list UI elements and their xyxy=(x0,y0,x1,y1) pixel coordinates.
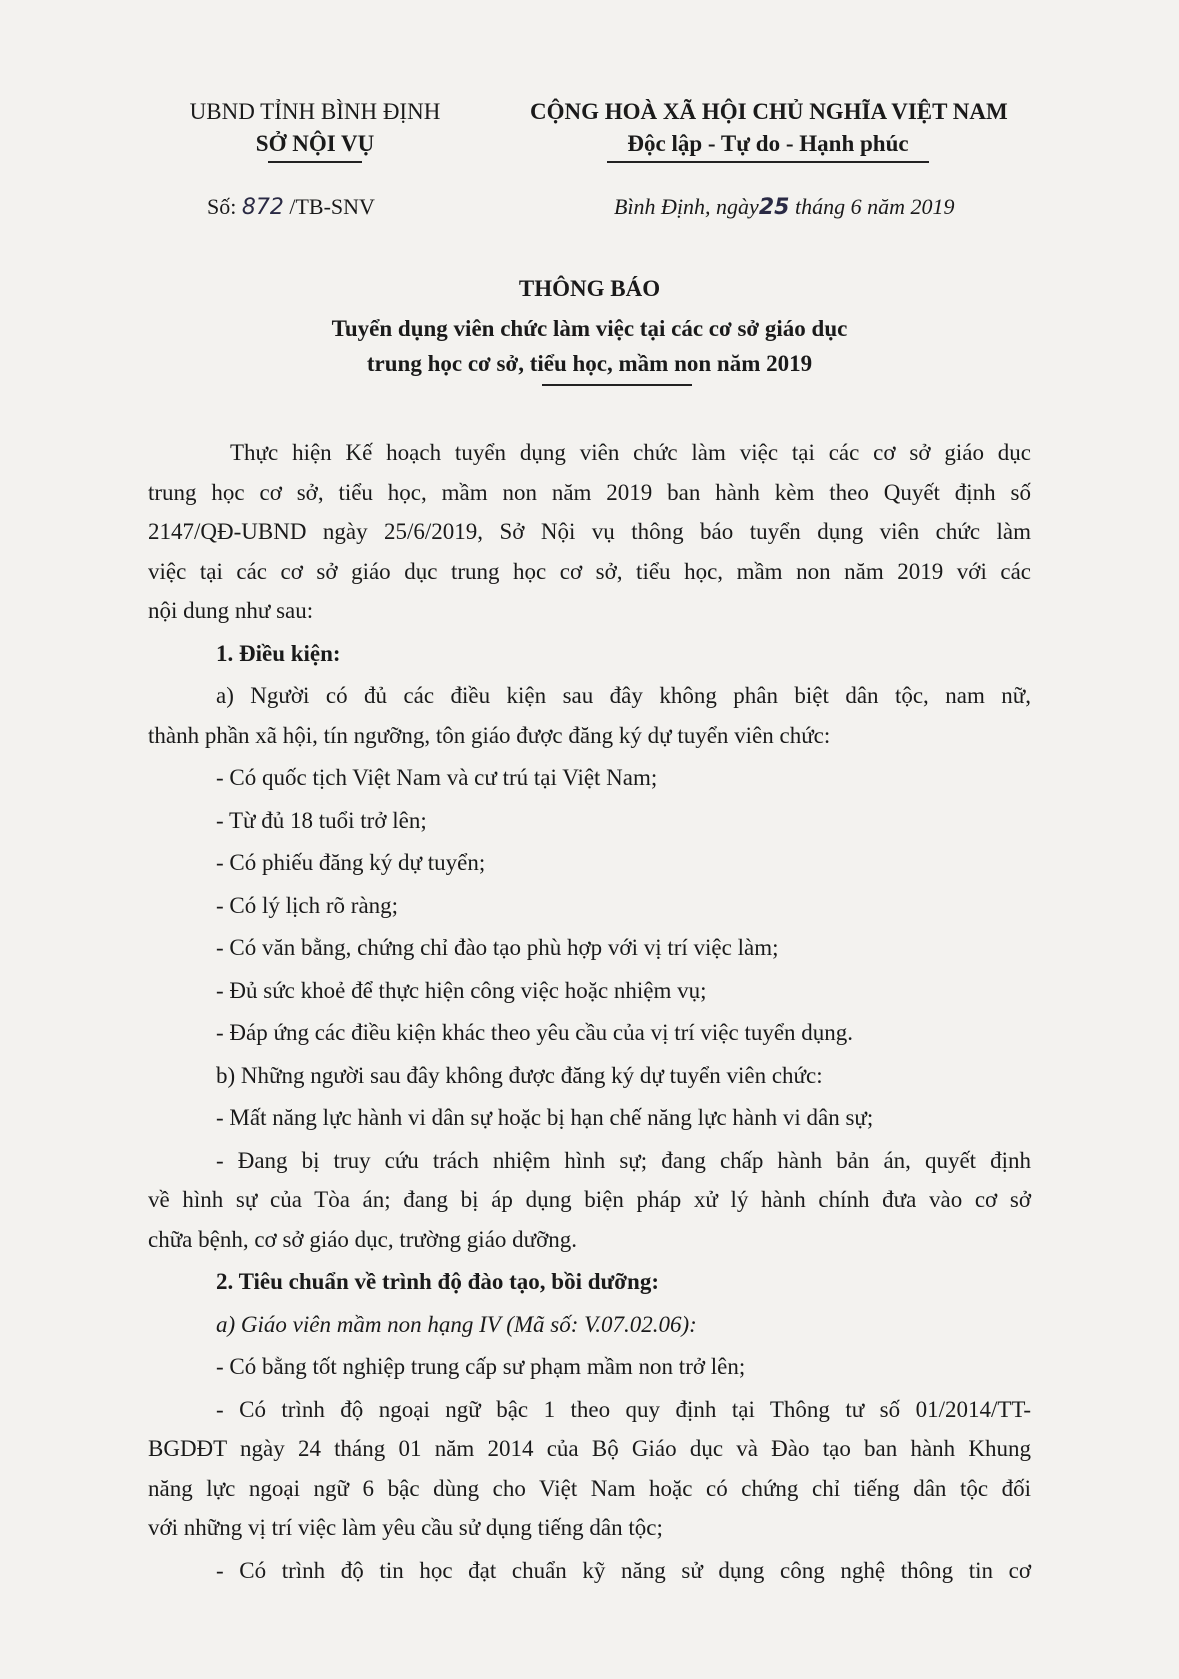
motto-underline xyxy=(607,161,929,163)
list-item: - Có lý lịch rõ ràng; xyxy=(216,892,399,918)
issuing-agency xyxy=(170,96,460,163)
list-item: - Đủ sức khoẻ để thực hiện công việc hoặc nhiệm vụ; xyxy=(216,977,707,1003)
department-name: SỞ NỘI VỤ xyxy=(255,131,375,156)
list-item: - Có trình độ tin học đạt chuẩn kỹ năng sử dụng công nghệ thông tin cơ xyxy=(216,1557,1031,1583)
list-item: - Đáp ứng các điều kiện khác theo yêu cầu của vị trí việc tuyển dụng. xyxy=(216,1020,854,1045)
document-body xyxy=(148,433,1031,1590)
handwritten-number: 872 xyxy=(241,195,284,220)
list-item: - Đang bị truy cứu trách nhiệm hình sự; đang chấp hành bản án, quyết định về hình sự của Tòa án; đang bị áp dụng biện pháp xử lý hành chính đưa vào cơ sở chữa bệnh, cơ sở giáo dục, trường giáo dưỡng. xyxy=(148,1147,1031,1252)
country-name: CỘNG HOÀ XÃ HỘI CHỦ NGHĨA VIỆT NAM xyxy=(530,99,1008,124)
national-heading xyxy=(530,96,1006,163)
title-underline xyxy=(542,384,692,386)
section-2-heading: 2. Tiêu chuẩn về trình độ đào tạo, bồi dưỡng: xyxy=(216,1269,659,1294)
list-item: - Có văn bằng, chứng chỉ đào tạo phù hợp với vị trí việc làm; xyxy=(216,935,779,960)
document-title: THÔNG BÁO xyxy=(518,276,661,301)
section-1a-paragraph: a) Người có đủ các điều kiện sau đây không phân biệt dân tộc, nam nữ, thành phần xã hội, tín ngưỡng, tôn giáo được đăng ký dự tuyển viên chức: xyxy=(148,683,1031,748)
place-and-date: Bình Định, ngày25 tháng 6 năm 2019 xyxy=(614,194,955,220)
list-item: - Có bằng tốt nghiệp trung cấp sư phạm mầm non trở lên; xyxy=(216,1354,746,1379)
intro-paragraph: Thực hiện Kế hoạch tuyển dụng viên chức làm việc tại các cơ sở giáo dục trung học cơ sở, tiểu học, mầm non năm 2019 ban hành kèm theo Quyết định số 2147/QĐ-UBND ngày 25/6/2019, Sở Nội vụ thông báo tuyển dụng viên chức làm việc tại các cơ sở giáo dục trung học cơ sở, tiểu học, mầm non năm 2019 với các nội dung như sau: xyxy=(148,440,1031,623)
list-item: - Có phiếu đăng ký dự tuyển; xyxy=(216,850,486,875)
agency-underline xyxy=(268,161,362,163)
list-item: - Mất năng lực hành vi dân sự hoặc bị hạn chế năng lực hành vi dân sự; xyxy=(216,1105,874,1130)
national-motto: Độc lập - Tự do - Hạnh phúc xyxy=(627,131,909,156)
section-1-heading: 1. Điều kiện: xyxy=(216,640,341,666)
section-1b-paragraph: b) Những người sau đây không được đăng ký dự tuyển viên chức: xyxy=(216,1062,823,1088)
provincial-committee: UBND TỈNH BÌNH ĐỊNH xyxy=(189,99,441,124)
list-item: - Có trình độ ngoại ngữ bậc 1 theo quy định tại Thông tư số 01/2014/TT- BGDĐT ngày 24 tháng 01 năm 2014 của Bộ Giáo dục và Đào tạo ban hành Khung năng lực ngoại ngữ 6 bậc dùng cho Việt Nam hoặc có chứng chỉ tiếng dân tộc đối với những vị trí việc làm yêu cầu sử dụng tiếng dân tộc; xyxy=(148,1396,1031,1540)
list-item: - Từ đủ 18 tuổi trở lên; xyxy=(216,807,427,833)
section-2a-heading: a) Giáo viên mầm non hạng IV (Mã số: V.07.02.06): xyxy=(216,1311,697,1337)
list-item: - Có quốc tịch Việt Nam và cư trú tại Việt Nam; xyxy=(216,765,658,790)
handwritten-day: 25 xyxy=(758,195,790,220)
document-subtitle: Tuyển dụng viên chức làm việc tại các cơ sở giáo dục trung học cơ sở, tiểu học, mầm non năm 2019 xyxy=(331,316,848,376)
document-number: Số: 872 /TB-SNV xyxy=(207,194,375,220)
